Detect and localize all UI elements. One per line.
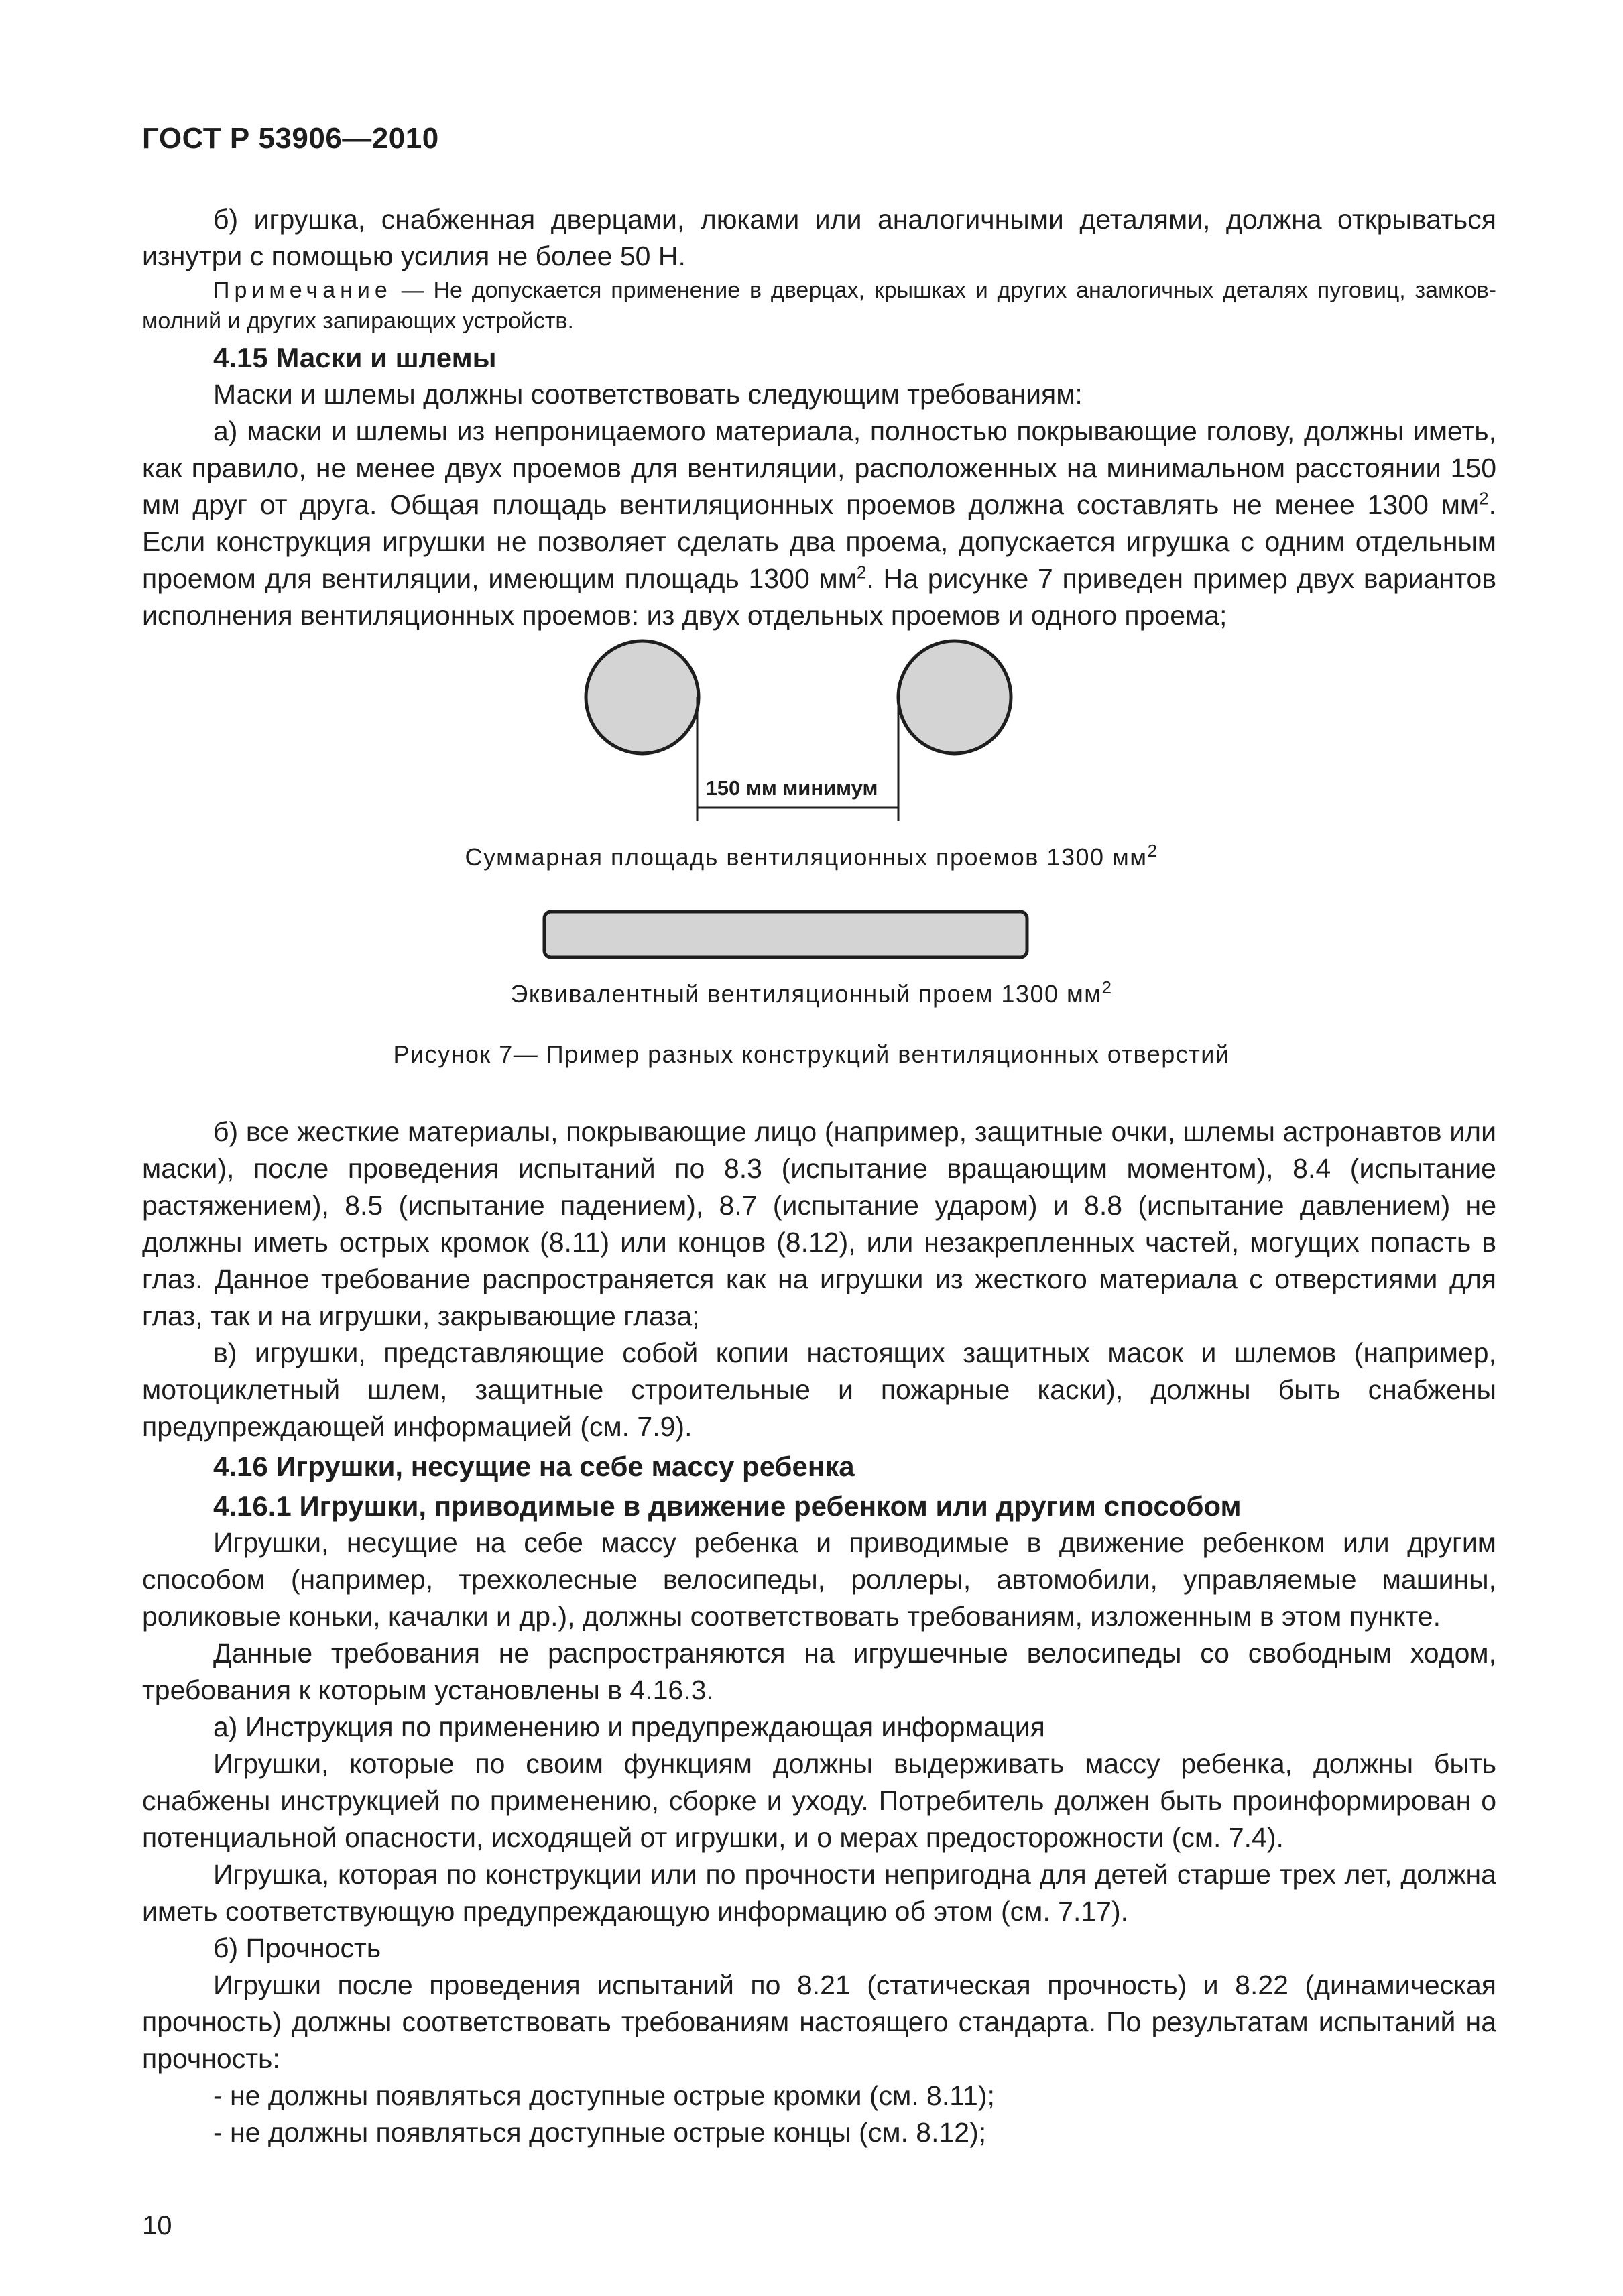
caption-equivalent-opening: Эквивалентный вентиляционный проем 1300 $мм^2$ [510, 977, 1113, 1008]
text-block-top [142, 201, 1496, 634]
vent-opening-left [586, 641, 699, 753]
page-number: 10 [142, 2211, 172, 2240]
heading-4-16: 4.16 Игрушки, несущие на себе массу ребенка [213, 1451, 855, 1482]
paragraph-strength-heading: б) Прочность [213, 1933, 381, 1963]
paragraph-masks-a: а) маски и шлемы из непроницаемого материала, полностью покрывающие голову, должны иметь, как правило, не менее двух проемов для вентиляции, расположенных на минимальном расстоянии 150 мм друг от друга. Общая площадь вентиляционных проемов должна составлять не менее 1300 $мм^2$. Если конструкция игрушки не позволяет сделать два проема, допускается игрушка с одним отдельным проемом для вентиляции, имеющим площадь 1300 $мм^2$. На рисунке 7 приведен пример двух вариантов исполнения вентиляционных проемов: из двух отдельных проемов и одного проема; [142, 416, 1497, 631]
note-text: — Не допускается применение в дверцах, крышках и других аналогичных деталях пуговиц, замков-молний и других запирающих устройств. [142, 278, 1496, 334]
heading-4-15: 4.15 Маски и шлемы [213, 342, 497, 373]
dimension-label: 150 мм минимум [705, 776, 878, 800]
figure-title: Рисунок 7— Пример разных конструкций вентиляционных отверстий [393, 1040, 1230, 1068]
vent-opening-right [898, 641, 1011, 753]
list-item-sharp-edges: - не должны появляться доступные острые кромки (см. 8.11); [213, 2080, 995, 2111]
note-label: Примечание [213, 278, 392, 303]
heading-4-16-1: 4.16.1 Игрушки, приводимые в движение ребенком или другим способом [213, 1490, 1242, 1522]
paragraph-strength-text: Игрушки после проведения испытаний по 8.21 (статическая прочность) и 8.22 (динамическая прочность) должны соответствовать требованиям настоящего стандарта. По результатам испытаний на прочность: [142, 1970, 1496, 2074]
paragraph-not-apply: Данные требования не распространяются на игрушечные велосипеды со свободным ходом, требования к которым установлены в 4.16.3. [142, 1638, 1496, 1705]
list-item-sharp-points: - не должны появляться доступные острые концы (см. 8.12); [213, 2117, 987, 2148]
document-code-header: ГОСТ Р 53906—2010 [142, 122, 439, 155]
text-block-bottom [142, 1113, 1496, 2151]
paragraph-doors: б) игрушка, снабженная дверцами, люками или аналогичными деталями, должна открываться изнутри с помощью усилия не более 50 Н. [142, 204, 1496, 271]
paragraph-instructions-text: Игрушки, которые по своим функциям должны выдерживать массу ребенка, должны быть снабжены инструкцией по применению, сборке и уходу. Потребитель должен быть проинформирован о потенциальной опасности, исходящей от игрушки, и о мерах предосторожности (см. 7.4). [142, 1748, 1496, 1853]
paragraph-masks-intro: Маски и шлемы должны соответствовать следующим требованиям: [213, 379, 1083, 410]
note [142, 275, 1496, 337]
equivalent-vent-slot [544, 912, 1027, 957]
paragraph-rigid-materials: б) все жесткие материалы, покрывающие лицо (например, защитные очки, шлемы астронавтов или маски), после проведения испытаний по 8.3 (испытание вращающим моментом), 8.4 (испытание растяжением), 8.5 (испытание падением), 8.7 (испытание ударом) и 8.8 (испытание давлением) не должны иметь острых кромок (8.11) или концов (8.12), или незакрепленных частей, могущих попасть в глаз. Данное требование распространяется как на игрушки из жесткого материала с отверстиями для глаз, так и на игрушки, закрывающие глаза; [142, 1116, 1496, 1331]
caption-total-area: Суммарная площадь вентиляционных проемов 1300 $мм^2$ [465, 841, 1158, 871]
paragraph-helmet-copies: в) игрушки, представляющие собой копии настоящих защитных масок и шлемов (например, мотоциклетный шлем, защитные строительные и пожарные каски), должны быть снабжены предупреждающей информацией (см. 7.9). [142, 1337, 1496, 1442]
paragraph-instructions-heading: а) Инструкция по применению и предупреждающая информация [213, 1711, 1045, 1742]
paragraph-toys-carry: Игрушки, несущие на себе массу ребенка и приводимые в движение ребенком или другим способом (например, трехколесные велосипеды, роллеры, автомобили, управляемые машины, роликовые коньки, качалки и др.), должны соответствовать требованиям, изложенным в этом пункте. [142, 1527, 1496, 1632]
paragraph-unfit: Игрушка, которая по конструкции или по прочности непригодна для детей старше трех лет, должна иметь соответствующую предупреждающую информацию об этом (см. 7.17). [142, 1859, 1496, 1927]
